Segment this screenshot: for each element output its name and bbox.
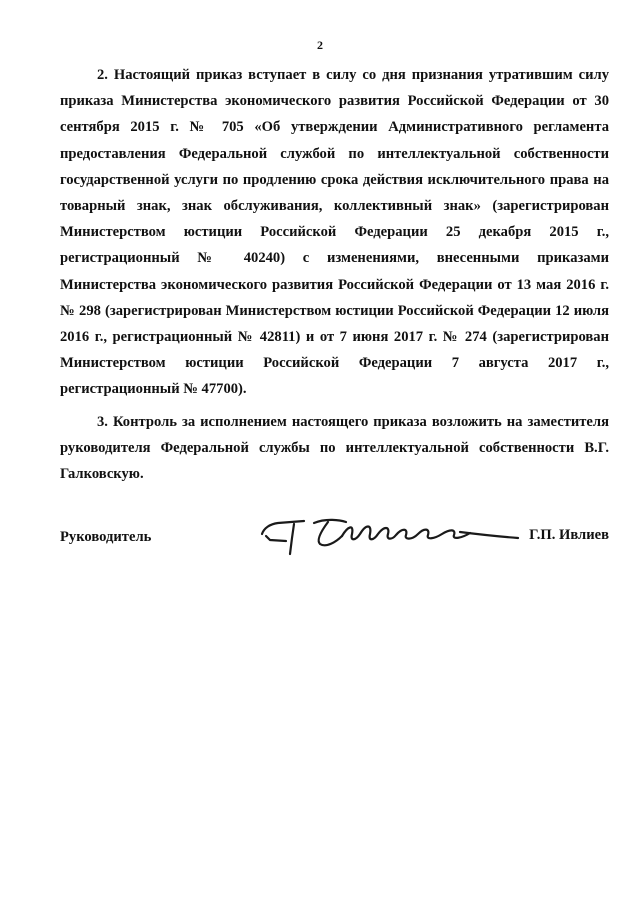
page-number: 2 bbox=[317, 38, 323, 52]
document-body bbox=[60, 62, 609, 487]
handwritten-signature-icon bbox=[256, 510, 526, 560]
signatory-name: Г.П. Ивлиев bbox=[529, 527, 609, 543]
signature-block bbox=[60, 510, 609, 560]
signatory-title: Руководитель bbox=[60, 529, 152, 545]
paragraph-3: 3. Контроль за исполнением настоящего приказа возложить на заместителя руководителя Федеральной службы по интеллектуальной собственности В.Г. Галковскую. bbox=[60, 413, 609, 483]
paragraph-2: 2. Настоящий приказ вступает в силу со дня признания утратившим силу приказа Министерства экономического развития Российской Федерации от 30 сентября 2015 г. № 705 «Об утверждении Административного регламента предоставления Федеральной службой по интеллектуальной собственности государственной услуги по продлению срока действия исключительного права на товарный знак, знак обслуживания, коллективный знак» (зарегистрирован Министерством юстиции Российской Федерации 25 декабря 2015 г., регистрационный № 40240) с изменениями, внесенными приказами Министерства экономического развития Российской Федерации от 13 мая 2016 г. № 298 (зарегистрирован Министерством юстиции Российской Федерации 12 июля 2016 г., регистрационный № 42811) и от 7 июня 2017 г. № 274 (зарегистрирован Министерством юстиции Российской Федерации 7 августа 2017 г., регистрационный № 47700). bbox=[60, 67, 609, 398]
